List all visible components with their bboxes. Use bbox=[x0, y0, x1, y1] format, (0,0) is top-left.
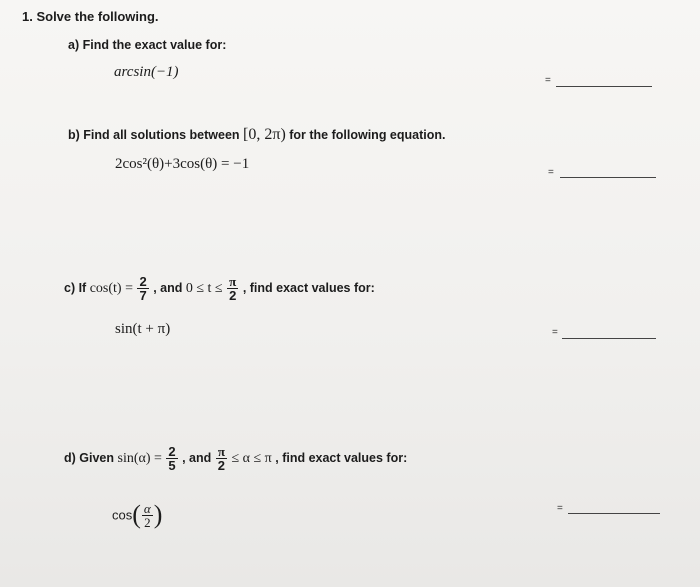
part-d-arg-fraction bbox=[142, 502, 153, 529]
part-d-range-num: π bbox=[216, 445, 227, 459]
part-c-range-num: π bbox=[227, 275, 238, 289]
part-b-equation: 2cos²(θ)+3cos(θ) = −1 bbox=[115, 156, 250, 172]
part-c-prompt bbox=[64, 275, 375, 302]
part-d-arg-den: 2 bbox=[144, 514, 151, 530]
part-d-sin-alpha: sin(α) = bbox=[117, 450, 162, 466]
part-b-prompt-pre: b) Find all solutions between bbox=[68, 128, 240, 142]
part-c-if: c) If bbox=[64, 280, 87, 295]
part-d-left-paren: ( bbox=[132, 500, 141, 529]
part-c-expression: sin(t + π) bbox=[115, 321, 171, 337]
part-d-answer-line bbox=[568, 513, 660, 514]
part-d-range-fraction bbox=[216, 445, 227, 472]
part-d-frac-num: 2 bbox=[168, 444, 176, 459]
part-b-prompt-post: for the following equation. bbox=[289, 128, 446, 142]
part-d-range-den: 2 bbox=[217, 458, 225, 473]
part-c-and: , and bbox=[153, 280, 183, 295]
part-d-frac-den: 5 bbox=[168, 458, 176, 473]
part-d-range: ≤ α ≤ π bbox=[231, 450, 272, 466]
part-b-equals: = bbox=[548, 167, 554, 178]
part-a-equals: = bbox=[545, 75, 551, 86]
part-a-expression-text: arcsin(−1) bbox=[114, 64, 179, 80]
part-c-frac-den: 7 bbox=[139, 288, 147, 303]
part-a-prompt: a) Find the exact value for: bbox=[68, 38, 227, 52]
part-b-answer-line bbox=[560, 177, 656, 178]
part-c-cos-t: cos(t) = bbox=[89, 280, 133, 296]
part-d-given: d) Given bbox=[64, 450, 115, 465]
part-d-prompt-post: , find exact values for: bbox=[275, 450, 408, 465]
part-c-range-fraction bbox=[227, 275, 238, 302]
part-c-range-den: 2 bbox=[229, 288, 237, 303]
part-d-equals: = bbox=[557, 503, 563, 514]
part-c-answer-line bbox=[562, 338, 656, 339]
part-c-equals: = bbox=[552, 327, 558, 338]
part-d-cos: cos bbox=[112, 507, 133, 523]
part-d-prompt bbox=[64, 445, 407, 472]
part-b-interval: [0, 2π) bbox=[243, 126, 286, 143]
part-d-and: , and bbox=[182, 450, 212, 465]
part-c-prompt-post: , find exact values for: bbox=[242, 280, 375, 295]
part-c-range: 0 ≤ t ≤ bbox=[185, 280, 223, 296]
part-c-frac-num: 2 bbox=[139, 274, 147, 289]
part-c-fraction bbox=[137, 275, 148, 302]
part-a-expression bbox=[114, 64, 179, 81]
part-d-right-paren: ) bbox=[153, 500, 163, 529]
part-a-answer-line bbox=[556, 86, 652, 87]
part-d-arg-num: α bbox=[143, 500, 151, 516]
problem-heading: 1. Solve the following. bbox=[22, 9, 159, 24]
part-d-fraction bbox=[166, 445, 177, 472]
part-b-prompt bbox=[68, 126, 445, 144]
part-d-expression bbox=[112, 500, 162, 530]
